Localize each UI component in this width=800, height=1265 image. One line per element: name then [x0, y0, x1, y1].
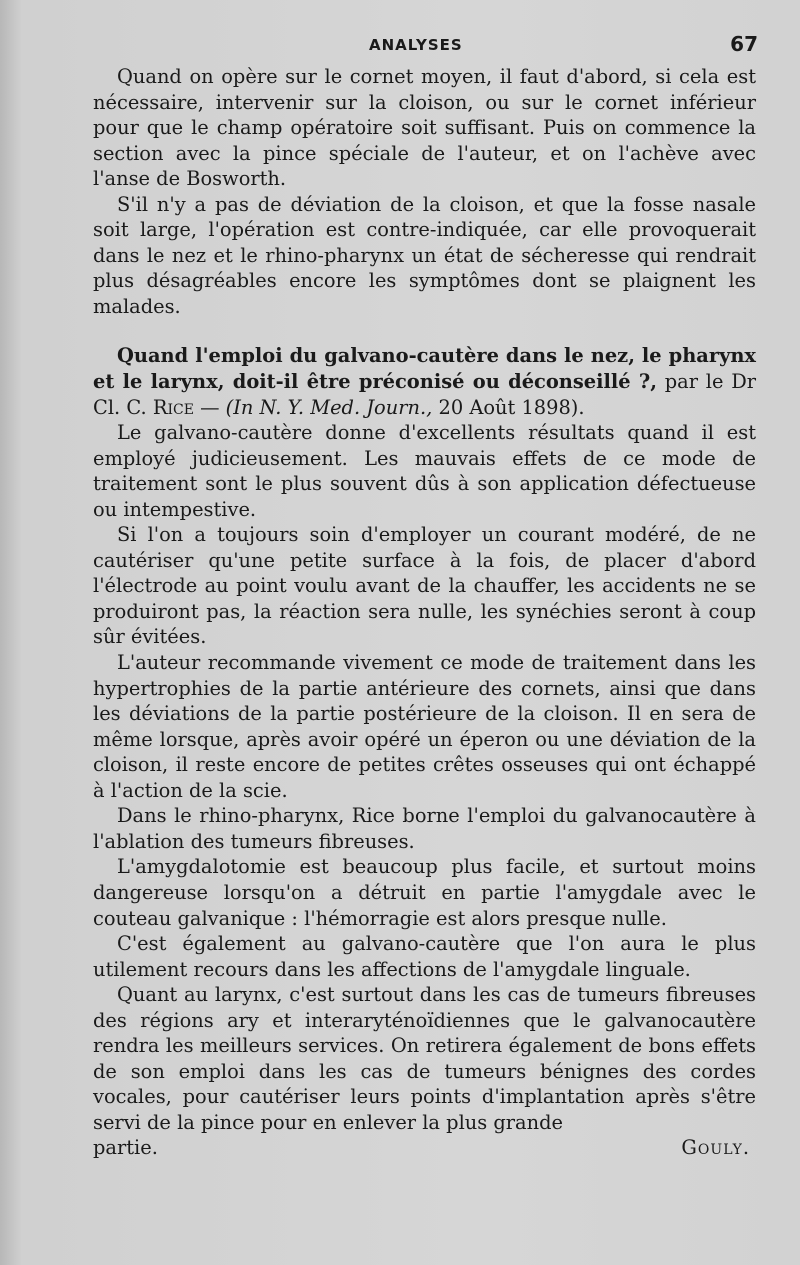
dash: —: [200, 395, 220, 419]
author-prefix: Dr Cl. C.: [93, 370, 757, 419]
article-heading: [93, 343, 756, 420]
paragraph: C'est également au galvano-cautère que l'on aura le plus utilement recours dans les affections de l'amygdale linguale.: [93, 932, 756, 981]
article-title: Quand l'emploi du galvano-cautère dans le nez, le pharynx et le larynx, doit-il être préconisé ou déconseillé ?,: [93, 344, 756, 394]
article-date: 20 Août 1898).: [438, 395, 585, 419]
last-line-text: partie.: [93, 1136, 158, 1160]
author-name: Rice: [152, 395, 194, 419]
paragraph: L'amygdalotomie est beaucoup plus facile, et surtout moins dangereuse lorsqu'on a détruit en partie l'amygdale avec le couteau galvanique : l'hémorragie est alors presque nulle.: [93, 855, 756, 930]
page-number: 67: [730, 32, 758, 56]
running-head: ANALYSES: [369, 36, 463, 54]
closing-line: [93, 1135, 756, 1161]
article-by: par le: [664, 370, 724, 394]
paragraph: L'auteur recommande vivement ce mode de traitement dans les hypertrophies de la partie antérieure des cornets, ainsi que dans les déviations de la partie postérieure de la cloison. Il en sera de même lorsque, après avoir opéré un éperon ou une déviation de la cloison, il reste encore de petites crêtes osseuses qui ont échappé à l'action de la scie.: [93, 651, 756, 802]
paragraph: Dans le rhino-pharynx, Rice borne l'emploi du galvanocautère à l'ablation des tumeurs fibreuses.: [93, 804, 756, 853]
paragraph: Le galvano-cautère donne d'excellents résultats quand il est employé judicieusement. Les mauvais effets de ce mode de traitement sont le plus souvent dûs à son application défectueuse ou intempestive.: [93, 421, 756, 521]
signature: Gouly.: [681, 1136, 750, 1160]
paragraph: S'il n'y a pas de déviation de la cloison, et que la fosse nasale soit large, l'opération est contre-indiquée, car elle provoquerait dans le nez et le rhino-pharynx un état de sécheresse qui rendrait plus désagréables encore les symptômes dont se plaignent les malades.: [93, 192, 756, 318]
paragraph: Quant au larynx, c'est surtout dans les cas de tumeurs fibreuses des régions ary et interaryténoïdiennes que le galvanocautère rendra les meilleurs services. On retirera également de bons effets de son emploi dans les cas de tumeurs bénignes des cordes vocales, pour cautériser leurs points d'implantation après s'être servi de la pince pour en enlever la plus grande: [93, 983, 756, 1134]
article-source: (In N. Y. Med. Journ.,: [225, 395, 433, 419]
paragraph: Si l'on a toujours soin d'employer un courant modéré, de ne cautériser qu'une petite surface à la fois, de placer d'abord l'électrode au point voulu avant de la chauffer, les accidents ne se produiront pas, la réaction sera nulle, les synéchies seront à coup sûr évitées.: [93, 523, 756, 649]
page-header: [93, 30, 756, 64]
page-body: [93, 64, 756, 1161]
paragraph: Quand on opère sur le cornet moyen, il faut d'abord, si cela est nécessaire, intervenir sur la cloison, ou sur le cornet inférieur pour que le champ opératoire soit suffisant. Puis on commence la section avec la pince spéciale de l'auteur, et on l'achève avec l'anse de Bosworth.: [93, 65, 756, 191]
